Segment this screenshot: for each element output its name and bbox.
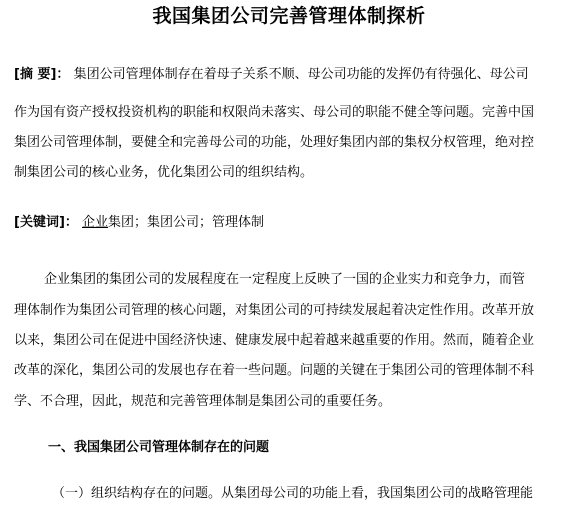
body-line-2: 理体制作为集团公司管理的核心问题，对集团公司的可持续发展起着决定性作用。改革开放 xyxy=(14,303,535,318)
body-line-4: 改革的深化，集团公司的发展也存在着一些问题。问题的关键在于集团公司的管理体制不科 xyxy=(14,363,535,378)
body-line-1: 企业集团的集团公司的发展程度在一定程度上反映了一国的企业实力和竞争力，而管 xyxy=(44,272,526,287)
abstract-line-3: 集团公司管理体制，要健全和完善母公司的功能，处理好集团内部的集权分权管理，绝对控 xyxy=(14,135,535,150)
body-line-3: 以来，集团公司在促进中国经济快速、健康发展中起着越来越重要的作用。然而，随着企业 xyxy=(14,333,535,348)
abstract-label: [摘 要]： xyxy=(14,67,70,82)
section-first-line: （一）组织结构存在的问题。从集团母公司的功能上看，我国集团公司的战略管理能 xyxy=(52,486,534,501)
abstract-line-4: 制集团公司的核心业务，优化集团公司的组织结构。 xyxy=(14,165,314,180)
keyword-underlined: 企业 xyxy=(82,215,109,230)
keywords-line xyxy=(14,214,264,232)
abstract-line-2: 作为国有资产授权投资机构的职能和权限尚未落实、母公司的职能不健全等问题。完善中国 xyxy=(14,105,535,120)
keywords-text: 集团；集团公司；管理体制 xyxy=(108,215,265,230)
abstract-text: 集团公司管理体制存在着母子关系不顺、母公司功能的发挥仍有待强化、母公司 xyxy=(73,67,529,82)
document-title: 我国集团公司完善管理体制探析 xyxy=(152,5,426,27)
abstract-line-1 xyxy=(14,66,529,84)
body-line-5: 学、不合理，因此，规范和完善管理体制是集团公司的重要任务。 xyxy=(14,394,392,409)
section-heading: 一、我国集团公司管理体制存在的问题 xyxy=(48,440,270,455)
keywords-label: [关键词]： xyxy=(14,215,78,230)
